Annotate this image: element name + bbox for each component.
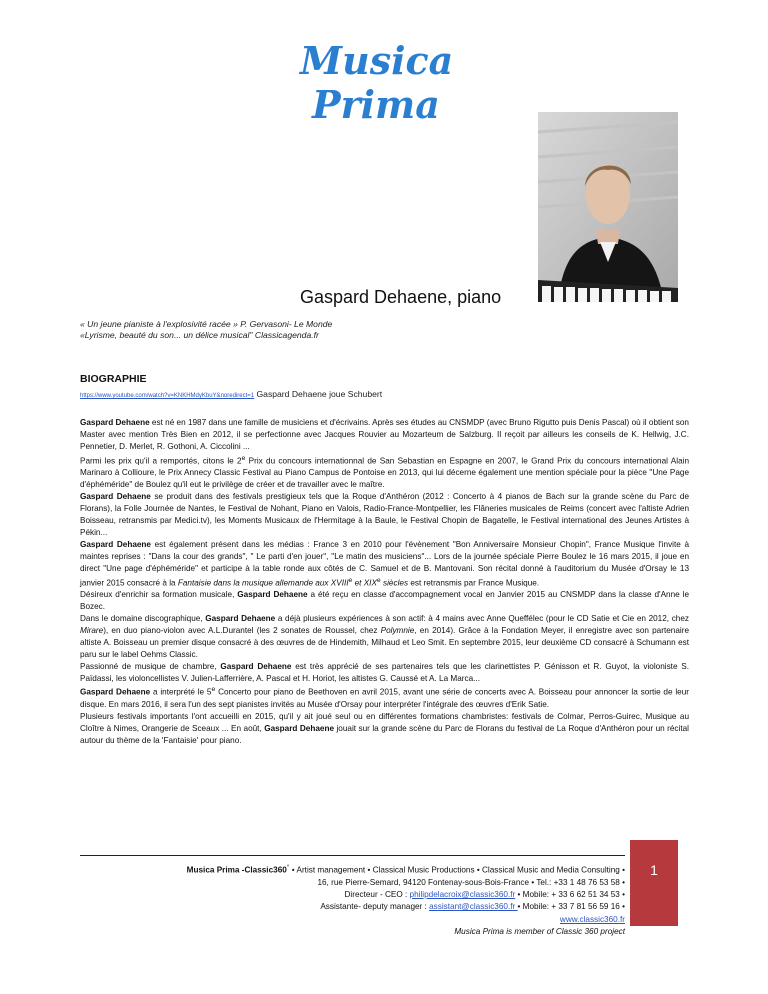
artist-photo	[538, 112, 678, 302]
superscript: e	[348, 576, 353, 584]
website-link[interactable]: www.classic360.fr	[559, 914, 625, 924]
text-run: Plusieurs festivals importants l'ont accueilli en 2015, qu'il y ait joué seul ou en différentes formations chambristes: festivals de Colmar, Perros-Guirec, Musique au Cloître à Nimes, Orangerie de Sceaux ... En août,	[80, 711, 689, 733]
musica-prima-logo	[296, 36, 486, 126]
biography-heading: BIOGRAPHIE	[80, 373, 147, 385]
text-run: Dans le domaine discographique,	[80, 613, 206, 623]
footer-company-line	[80, 862, 625, 877]
company-services: • Artist management • Classical Music Productions • Classical Music and Media Consulting •	[289, 865, 625, 875]
text-run: Concerto pour piano de Beethoven en avril 2015, avant une série de concerts avec A. Boisseau pour annoncer la sortie de leur disque. En mars 2016, il sera l'un des sept pianistes invités au Musée d'Orsay pour interpréter l'intégrale des œuvres d'Erik Satie.	[80, 688, 689, 710]
text-run: jouait sur la grande scène du Parc de Florans du festival de La Roque d'Anthéron pour un récital autour du thème de la 'Fantaisie' pour piano.	[80, 723, 689, 745]
assistant-label: Assistante- deputy manager :	[320, 902, 430, 912]
footer-director-line	[80, 889, 625, 901]
artist-name: Gaspard Dehaene	[80, 539, 151, 549]
text-run: ), en duo piano-violon avec A.L.Durantel (les 2 sonates de Roussel, chez	[103, 625, 381, 635]
text-run: Passionné de musique de chambre,	[80, 661, 221, 671]
text-run: est très apprécié de ses partenaires tels que les clarinettistes P. Génisson et R. Guyot, la violoniste S. Païdassi, les violoncellistes V. Julien-Lafferrière, A. Pascal et H. Horiot, les altistes G. Caussé et A. La Marca...	[80, 661, 690, 683]
artist-name: Gaspard Dehaene	[264, 723, 335, 733]
artist-name: Gaspard Dehaene	[80, 688, 151, 698]
press-quote: « Un jeune pianiste à l'explosivité racée » P. Gervasoni- Le Monde	[80, 319, 333, 329]
artist-name: Gaspard Dehaene	[220, 661, 292, 671]
artist-name: Gaspard Dehaene	[80, 418, 150, 427]
italic-run: siècles	[380, 578, 409, 588]
bio-paragraph	[80, 589, 689, 613]
text-run: se produit dans des festivals prestigieux tels que la Roque d'Anthéron (2012 : Concerto à 4 pianos de Bach sur la grande scène du Parc de Florans), la Folle Journée de Nantes, le Festival de Nohant, Piano en Valois, Radio-France-Montpellier, les Flâneries musicales de Reims (concert avec l'altiste Adrien Boisseau, retransmis par Medici.tv), les Moments Musicaux de l'Hermitage à la Baule, le Festival Chopin de Bagatelle, le Festival international des Jeunes Artistes à Pékin...	[80, 492, 690, 537]
footer-address: 16, rue Pierre-Semard, 94120 Fontenay-sous-Bois-France • Tel.: +33 1 48 76 53 58 •	[317, 877, 625, 887]
text-run: , en 2014). Grâce à la Fondation Meyer, il enregistre avec son partenaire altiste A. Boisseau un premier disque consacré à des œuvres de de Hindemith, Milhaud et Leo Smit. En septembre 2015, leur deuxième CD consacré à Schumann est paru sur le label Oehms Classic.	[80, 625, 689, 659]
bio-paragraph	[80, 661, 689, 685]
bio-paragraph	[80, 539, 689, 589]
press-quotes	[80, 319, 332, 341]
biography-text	[80, 417, 689, 747]
page-footer	[80, 862, 625, 938]
italic-run: et XIX	[352, 578, 377, 588]
press-quote: «Lyrisme, beauté du son... un délice musical" Classicagenda.fr	[80, 330, 319, 340]
logo-line-2: Prima	[312, 82, 440, 126]
superscript: e	[211, 686, 216, 694]
text-run: Désireux d'enrichir sa formation musicale,	[80, 590, 238, 600]
text-run: est retransmis par France Musique.	[408, 578, 540, 588]
youtube-link[interactable]: https://www.youtube.com/watch?v=KNKHMdyKbuY&noredirect=1	[80, 393, 255, 399]
bio-paragraph	[80, 417, 689, 453]
director-label: Directeur - CEO :	[344, 890, 410, 900]
bio-paragraph	[80, 711, 689, 747]
text-run: Prix du concours internationnal de San Sebastian en Espagne en 2007, le Grand Prix du concours international Alain Marinaro à Collioure, le Prix Annecy Classic Festival au Piano Campus de Pontoise en 2013, qui lui décerne également une mention spéciale pour la pièce "Une Page d'éphéméride" de Boulez qu'il eut le privilège de créer et de travailler avec le maître.	[80, 456, 690, 490]
text-run: Parmi les prix qu'il a remportés, citons le 2	[80, 456, 242, 466]
artist-name: Gaspard Dehaene	[237, 590, 308, 600]
video-link-line	[80, 389, 382, 399]
bio-paragraph	[80, 491, 689, 539]
text-run: est né en 1987 dans une famille de musiciens et d'écrivains. Après ses études au CNSMDP (avec Bruno Rigutto puis Denis Pascal) où il obtient son Master avec mention Très Bien en 2012, il se perfectionne avec Jacques Rouvier au Mozarteum de Salzburg. Il reçoit par ailleurs les conseils de K. Hellwig, J.C. Pennetier, D. Merlet, R. Gothoni, A. Ciccolini ...	[80, 418, 689, 451]
director-email-link[interactable]: philipdelacroix@classic360.fr	[409, 890, 516, 900]
page-title: Gaspard Dehaene, piano	[300, 287, 502, 307]
bio-paragraph	[80, 613, 689, 661]
page-number: 1	[650, 862, 658, 878]
label-name: Mirare	[80, 625, 104, 635]
page-number-box	[630, 840, 678, 926]
artist-name: Gaspard Dehaene	[80, 492, 151, 502]
text-run: est également présent dans les médias : France 3 en 2010 pour l'évènement "Bon Anniversaire Monsieur Chopin", France Musique l'invite à maintes reprises : "Dans la cour des grands", " Le parti d'en jouer", "Le matin des musiciens"... Lors de la journée spéciale Pierre Boulez le 16 mars 2015, il joue en direct "Une page d'éphéméride" et participe à la table ronde aux côtés de C. Samuel et de B. Mantovani. Son récital donné à l'auditorium du Musée d'Orsay le 13 janvier 2015 consacré à la	[80, 539, 689, 588]
director-mobile: • Mobile: + 33 6 62 51 34 53 •	[515, 890, 625, 900]
company-name: Musica Prima -Classic360	[186, 865, 287, 875]
italic-run: Fantaisie dans la musique allemande aux XVIII	[177, 578, 349, 588]
superscript: °	[286, 864, 290, 871]
bio-paragraph	[80, 453, 689, 491]
bio-paragraph	[80, 684, 689, 711]
logo-line-1: Musica	[300, 38, 454, 83]
footer-assistant-line	[80, 901, 625, 913]
text-run: a été reçu en classe d'accompagnement vocal en Janvier 2015 au CNSMDP dans la classe d'Anne le Bozec.	[80, 590, 690, 612]
label-name: Polymnie	[380, 625, 415, 635]
assistant-mobile: • Mobile: + 33 7 81 56 59 16 •	[517, 902, 625, 912]
footer-divider	[80, 855, 625, 856]
superscript: e	[241, 454, 246, 462]
superscript: e	[376, 576, 381, 584]
text-run: a déjà plusieurs expériences à son actif: à 4 mains avec Anne Queffélec (pour le CD Satie et Cie en 2012, chez	[275, 613, 689, 623]
artist-name: Gaspard Dehaene	[205, 613, 276, 623]
text-run: a interprété le 5	[150, 688, 212, 698]
video-link-caption: Gaspard Dehaene joue Schubert	[256, 389, 383, 399]
footer-member-note: Musica Prima is member of Classic 360 project	[454, 926, 625, 936]
assistant-email-link[interactable]: assistant@classic360.fr	[429, 902, 518, 912]
